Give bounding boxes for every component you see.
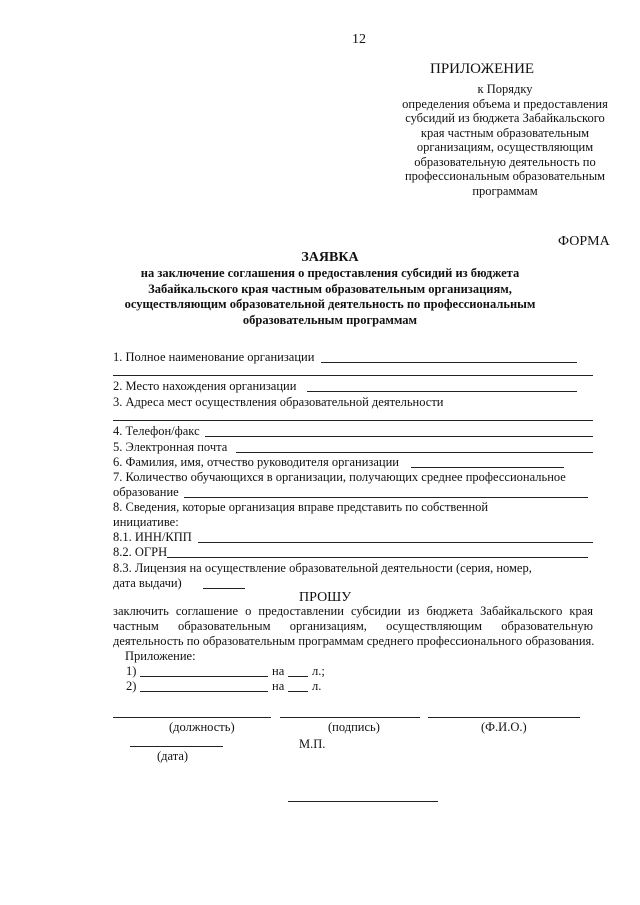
field-students-label: 7. Количество обучающихся в организации, получающих среднее профессиональное — [113, 470, 566, 484]
attachment-2-name-line[interactable] — [140, 691, 268, 692]
field-org-name-line[interactable] — [321, 362, 577, 363]
appendix-line: образовательную деятельность по — [414, 154, 596, 169]
subtitle-line: на заключение соглашения о предоставления субсидий из бюджета — [140, 266, 520, 280]
attachment-1-num: 1) — [126, 664, 137, 678]
attachment-1-mid: на — [272, 664, 285, 678]
field-email-line[interactable] — [236, 452, 593, 453]
signature-fio-line[interactable] — [428, 717, 580, 718]
field-addresses-line[interactable] — [113, 420, 593, 421]
appendix-text — [380, 82, 630, 198]
date-caption: (дата) — [157, 749, 189, 763]
attachment-1-name-line[interactable] — [140, 676, 268, 677]
subtitle-line: Забайкальского края частным образовательным организациям, — [148, 281, 512, 296]
attachment-2-pages-line[interactable] — [288, 691, 308, 692]
attachments-label: Приложение: — [125, 649, 196, 663]
signature-sign-line[interactable] — [280, 717, 420, 718]
appendix-line: к Порядку — [477, 82, 533, 96]
appendix-line: организациям, осуществляющим — [416, 140, 594, 154]
appendix-line: профессиональным образовательным — [404, 169, 606, 183]
stamp-label: М.П. — [299, 737, 326, 751]
appendix-line: определения объема и предоставления — [402, 96, 608, 111]
signature-position-line[interactable] — [113, 717, 271, 718]
field-org-name-label: 1. Полное наименование организации — [113, 350, 315, 364]
field-inn-line[interactable] — [198, 542, 593, 543]
field-location-line[interactable] — [307, 391, 577, 392]
appendix-line: субсидий из бюджета Забайкальского — [405, 111, 605, 125]
attachment-1-pages-line[interactable] — [288, 676, 308, 677]
subtitle-line: осуществляющим образовательной деятельность по профессиональным — [124, 297, 536, 311]
document-title: ЗАЯВКА — [301, 250, 359, 265]
field-email-label: 5. Электронная почта — [113, 440, 228, 454]
date-line[interactable] — [130, 746, 223, 747]
field-license-line[interactable] — [203, 588, 245, 589]
signature-sign-caption: (подпись) — [328, 720, 380, 734]
field-addresses-label: 3. Адреса мест осуществления образовательной деятельности — [113, 395, 444, 409]
page-number: 12 — [352, 32, 366, 47]
subtitle-line: образовательным программам — [242, 312, 418, 327]
field-inn-label: 8.1. ИНН/КПП — [113, 530, 192, 544]
forma-label: ФОРМА — [558, 234, 610, 249]
field-org-name-line-2[interactable] — [113, 375, 593, 376]
document-subtitle — [40, 266, 620, 328]
attachment-1-end: л.; — [312, 664, 325, 678]
field-director-line[interactable] — [411, 467, 564, 468]
request-heading: ПРОШУ — [299, 590, 352, 605]
field-ogrn-label: 8.2. ОГРН — [113, 545, 168, 559]
attachment-2-mid: на — [272, 679, 285, 693]
request-line-3: деятельность по образовательным программам среднего профессионального образования. — [113, 634, 595, 648]
appendix-title: ПРИЛОЖЕНИЕ — [430, 61, 535, 77]
field-director-label: 6. Фамилия, имя, отчество руководителя организации — [113, 455, 399, 469]
request-line-2: частным образовательным организациям, осуществляющим образовательную — [113, 619, 593, 633]
field-students-label-2: образование — [113, 485, 179, 499]
appendix-line: края частным образовательным — [420, 125, 590, 140]
field-phone-label: 4. Телефон/факс — [113, 424, 200, 438]
attachment-2-end: л. — [312, 679, 322, 693]
appendix-line: программам — [472, 183, 538, 198]
field-extra-info-label: 8. Сведения, которые организация вправе представить по собственной — [113, 500, 489, 514]
field-students-line[interactable] — [184, 497, 588, 498]
field-license-label: 8.3. Лицензия на осуществление образовательной деятельности (серия, номер, — [113, 561, 532, 575]
field-phone-line[interactable] — [205, 436, 593, 437]
field-ogrn-line[interactable] — [167, 557, 588, 558]
attachment-2-num: 2) — [126, 679, 137, 693]
field-license-label-2: дата выдачи) — [113, 576, 182, 590]
request-line-1: заключить соглашение о предоставлении субсидии из бюджета Забайкальского края — [113, 604, 593, 618]
signature-fio-caption: (Ф.И.О.) — [481, 720, 527, 734]
bottom-separator — [288, 801, 438, 802]
field-location-label: 2. Место нахождения организации — [113, 379, 297, 393]
field-extra-info-label-2: инициативе: — [113, 515, 179, 529]
signature-position-caption: (должность) — [169, 720, 235, 734]
